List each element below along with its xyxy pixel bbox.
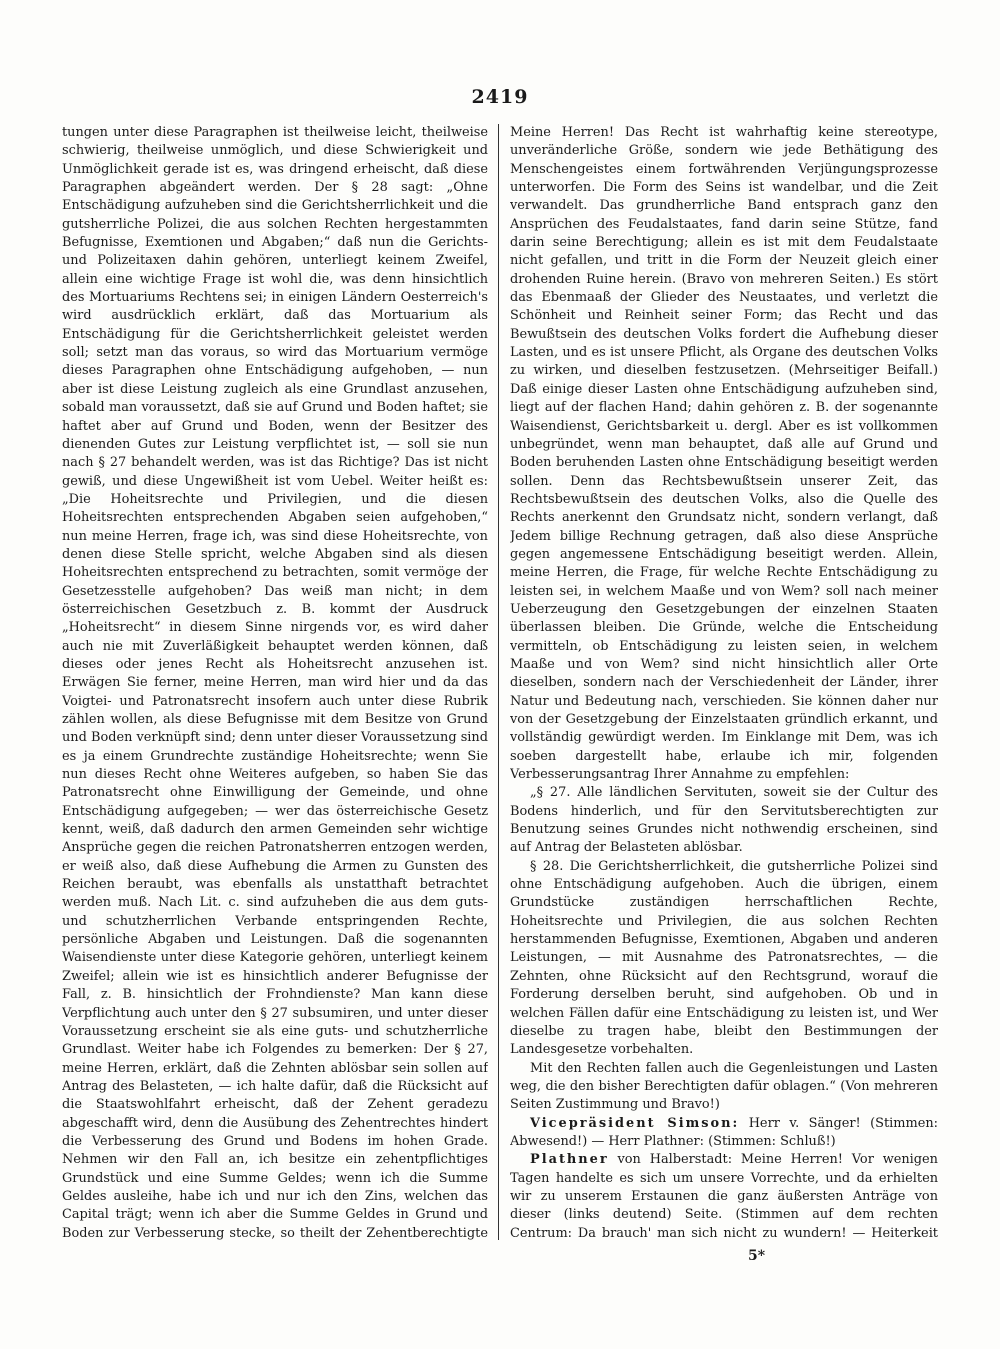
right-paragraph-1: Meine Herren! Das Recht ist wahrhaftig keine stereotype, unveränderliche Größe, sondern wie jede Bethätigung des Menschengeistes einem fortwährenden Verjüngungsprozesse unterworfen. Die Form des Seins ist wandelbar, und die Zeit verwandelt. Das grundherrliche Band entsprach ganz den Ansprüchen des Feudalstaates, fand darin seine Stütze, fand darin seine Berechtigung; allein es ist mit dem Feudalstaate nicht gefallen, und tritt in die Form der Neuzeit gleich einer drohenden Ruine herein. (Bravo von mehreren Seiten.) Es stört das Ebenmaaß der Glieder des Neustaates, und verletzt die Schönheit und Reinheit seiner Form; das Recht und das Bewußtsein des deutschen Volks fordert die Aufhebung dieser Lasten, und es ist unsere Pflicht, als Organe des deutschen Volks zu wirken, und dieselben festzusetzen. (Mehrseitiger Beifall.) Daß einige dieser Lasten ohne Entschädigung aufzuheben sind, liegt auf der flachen Hand; dahin gehören z. B. der sogenannte Waisendienst, Gerichtsbarkeit u. dergl. Aber es ist vollkommen unbegründet, wenn man behauptet, daß alle auf Grund und Boden beruhenden Lasten ohne Entschädigung beseitigt werden sollen. Denn das Rechtsbewußtsein unserer Zeit, das Rechtsbewußtsein des deutschen Volks, also die Quelle des Rechts anerkennt den Grundsatz nicht, sondern verlangt, daß Jedem billige Rechnung getragen, daß also diese Ansprüche gegen angemessene Entschädigung beseitigt werden. Allein, meine Herren, die Frage, für welche Rechte Entschädigung zu leisten sei, in welchem Maaße und von Wem? soll nach meiner Ueberzeugung den Gesetzgebungen der einzelnen Staaten überlassen bleiben. Die Gründe, welche die Entscheidung vermitteln, ob Entschädigung zu leisten seien, in welchem Maaße und von Wem? sind nicht hinsichtlich aller Orte dieselben, sondern nach der Verschiedenheit der Länder, ihrer Natur und Bedeutung nach, verschieden. Sie können daher nur von der Gesetzgebung der Einzelstaaten gründlich erkannt, und vollständig gewürdigt werden. Im Einklange mit Dem, was ich soeben dargestellt habe, erlaube ich mir, folgenden Verbesserungsantrag Ihrer Annahme zu empfehlen: [510, 125, 938, 783]
right-paragraph-5 [510, 1115, 938, 1152]
speech-simson: Herr v. Sänger! (Stimmen: Abwesend!) — Herr Plathner: (Stimmen: Schluß!) [510, 1115, 938, 1149]
right-column [510, 124, 938, 1244]
right-paragraph-6 [510, 1151, 938, 1244]
left-column [62, 124, 488, 1244]
sheet-signature: 5* [748, 1248, 766, 1264]
page-number: 2419 [471, 86, 529, 108]
speech-plathner: von Halberstadt: Meine Herren! Vor wenigen Tagen handelte es sich um unsere Vorrechte, und da erhielten wir zu unserem Erstaunen die ganz äußersten Anträge von dieser (links deutend) Seite. (Stimmen auf dem rechten Centrum: Da brauch' man sich nicht zu wundern! — Heiterkeit [510, 1152, 938, 1241]
left-paragraph: tungen unter diese Paragraphen ist theilweise leicht, theilweise schwierig, theilweise unmöglich, und diese Schwierigkeit und Unmöglichkeit gerade ist es, was dringend erheischt, daß diese Paragraphen abgeändert werden. Der § 28 sagt: „Ohne Entschädigung aufzuheben sind die Gerichtsherrlichkeit und die gutsherrliche Polizei, die aus solchen Rechten hergestammten Befugnisse, Exemtionen und Abgaben;“ daß nun die Gerichts- und Polizeitaxen dahin gehören, unterliegt keinem Zweifel, allein eine wichtige Frage ist wohl die, was denn hinsichtlich des Mortuariums Rechtens sei; in einigen Ländern Oesterreich's wird ausdrücklich erklärt, daß das Mortuarium als Entschädigung für die Gerichtsherrlichkeit geleistet werden soll; setzt man das voraus, so wird das Mortuarium vermöge dieses Paragraphen ohne Entschädigung aufgehoben, — nun aber ist diese Leistung zugleich als eine Grundlast anzusehen, sobald man voraussetzt, daß sie auf Grund und Boden haftet; sie haftet aber auf Grund und Boden, wenn der Besitzer des dienenden Gutes zur Leistung verpflichtet ist, — soll sie nun nach § 27 behandelt werden, was ist das Richtige? Das ist nicht gewiß, und diese Ungewißheit ist vom Uebel. Weiter heißt es: „Die Hoheitsrechte und Privilegien, und die diesen Hoheitsrechten entsprechenden Abgaben seien aufgehoben,“ nun meine Herren, frage ich, was sind diese Hoheitsrechte, von denen diese Stelle spricht, welche Abgaben sind als diesen Hoheitsrechten entsprechend zu betrachten, somit vermöge der Gesetzesstelle aufgehoben? Das weiß man nicht; in dem österreichischen Gesetzbuch z. B. kommt der Ausdruck „Hoheitsrecht“ in diesem Sinne nirgends vor, es wird daher auch nie mit Zuverläßigkeit behauptet werden können, daß dieses oder jenes Recht als Hoheitsrecht anzusehen ist. Erwägen Sie ferner, meine Herren, man wird hier und da das Voigtei- und Patronatsrecht insofern auch unter diese Rubrik zählen wollen, als diese Befugnisse mit dem Besitze von Grund und Boden verknüpft sind; denn unter dieser Voraussetzung sind es ja einem Grundrechte zuständige Hoheitsrechte; wenn Sie nun dieses Recht ohne Weiteres aufgeben, so haben Sie das Patronatsrecht ohne Einwilligung der Gemeinde, und ohne Entschädigung aufgegeben; — wer das österreichische Gesetz kennt, weiß, daß dadurch den armen Gemeinden sehr wichtige Ansprüche gegen die reichen Patronatsherren entzogen werden, er weiß also, daß diese Aufhebung die Armen zu Gunsten des Reichen beraubt, was ebenfalls als unstatthaft betrachtet werden muß. Nach Lit. c. sind aufzuheben die aus dem guts- und schutzherrlichen Verbande entspringenden Rechte, persönliche Abgaben und Leistungen. Daß die sogenannten Waisendienste unter diese Kategorie gehören, unterliegt keinem Zweifel; allein wie ist es hinsichtlich anderer Befugnisse der Fall, z. B. hinsichtlich der Frohndienste? Man kann diese Verpflichtung auch unter den § 27 subsumiren, und unter dieser Voraussetzung erscheint sie als eine guts- und schutzherrliche Grundlast. Weiter habe ich Folgendes zu bemerken: Der § 27, meine Herren, erklärt, daß die Zehnten ablösbar sein sollen auf Antrag des Belasteten, — ich halte dafür, daß die Rücksicht auf die Staatswohlfahrt erheischt, daß der Zehent geradezu abgeschafft wird, denn die Ausübung des Zehentrechtes hindert die Verbesserung des Grund und Bodens im hohen Grade. Nehmen wir den Fall an, ich besitze ein zehentpflichtiges Grundstück und eine Summe Geldes; wenn ich die Summe Geldes ausleihe, habe ich und nur ich den Zins, welchen das Capital trägt; wenn ich aber die Summe Geldes in Grund und Boden zur Verbesserung stecke, so theilt der Zehentberechtigte [62, 125, 488, 1241]
right-paragraph-3: § 28. Die Gerichtsherrlichkeit, die gutsherrliche Polizei sind ohne Entschädigung aufgehoben. Auch die übrigen, einem Grundstücke zuständigen herrschaftlichen Rechte, Hoheitsrechte und Privilegien, die aus solchen Rechten herstammenden Befugnisse, Exemtionen, Abgaben und anderen Leistungen, — mit Ausnahme des Patronatsrechtes, — die Zehnten, ohne Rücksicht auf den Rechtsgrund, worauf die Forderung derselben beruht, sind aufgehoben. Ob und in welchen Fällen dafür eine Entschädigung zu leisten ist, und Wer dieselbe zu tragen habe, bleibt den Bestimmungen der Landesgesetze vorbehalten. [510, 858, 938, 1058]
speaker-simson: Vicepräsident Simson: [530, 1115, 740, 1131]
right-paragraph-2: „§ 27. Alle ländlichen Servituten, soweit sie der Cultur des Bodens hinderlich, und für den Servitutsberechtigten zur Benutzung seines Grundes nicht nothwendig erscheinen, sind auf Antrag der Belasteten ablösbar. [510, 785, 938, 856]
speaker-plathner: Plathner [530, 1152, 609, 1168]
right-paragraph-4: Mit den Rechten fallen auch die Gegenleistungen und Lasten weg, die den bisher Berechtigten dafür oblagen.“ (Von mehreren Seiten Zustimmung und Bravo!) [510, 1060, 938, 1113]
column-divider [498, 124, 499, 1240]
